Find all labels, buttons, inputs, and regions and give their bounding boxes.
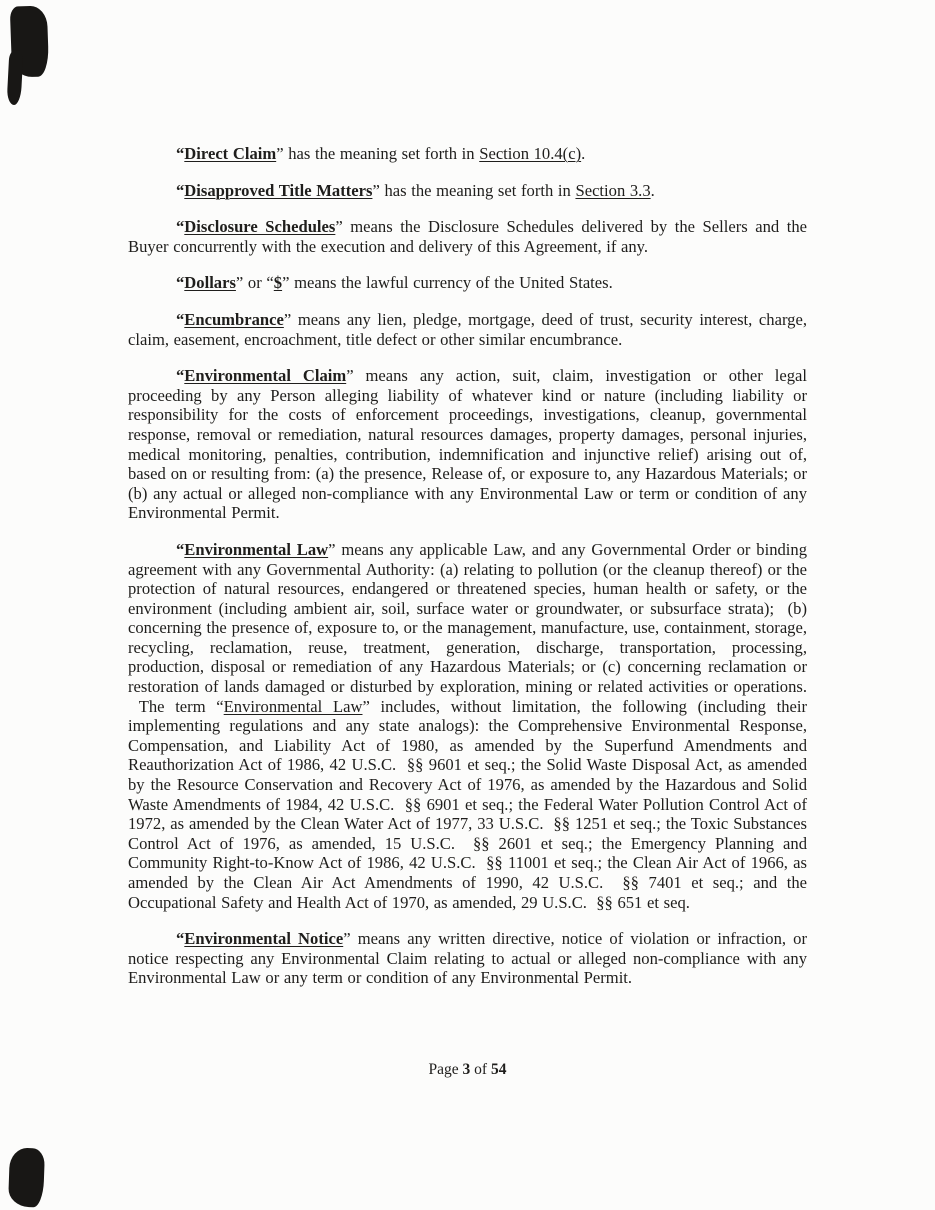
defined-term: Dollars xyxy=(184,273,236,293)
page-footer xyxy=(0,1060,935,1079)
text-run: ” or “ xyxy=(235,273,274,293)
text-run: ” means the Disclosure Schedules delivered by the Sellers and the Buyer concurrently with the execution and delivery of this Agreement, if any. xyxy=(128,217,807,256)
text-run: ” means the lawful currency of the United States. xyxy=(282,273,613,293)
text-run: 3 xyxy=(462,1061,471,1078)
definition-paragraph xyxy=(128,181,807,201)
text-run: “ xyxy=(176,366,185,386)
text-run: “ xyxy=(176,309,185,329)
text-run: Page xyxy=(428,1061,463,1078)
text-run: “ xyxy=(176,180,185,200)
text-run: “ xyxy=(176,929,185,949)
text-run: ” means any action, suit, claim, investigation or other legal proceeding by any Person alleging liability of whatever kind or nature (including liability or responsibility for the costs of enforcement proceedings, investigations, cleanup, governmental response, removal or remediation, natural resources damages, property damages, personal injuries, medical monitoring, penalties, contribution, indemnification and injunctive relief) arising out of, based on or resulting from: (a) the presence, Release of, or exposure to, any Hazardous Materials; or (b) any actual or alleged non-compliance with any Environmental Law or term or condition of any Environmental Permit. xyxy=(128,366,807,523)
text-run: ” has the meaning set forth in xyxy=(372,180,576,200)
section-reference: Environmental Law xyxy=(223,696,363,716)
defined-term: Disclosure Schedules xyxy=(184,217,336,237)
text-run: ” means any lien, pledge, mortgage, deed of trust, security interest, charge, claim, easement, encroachment, title defect or other similar encumbrance. xyxy=(128,309,807,349)
text-run: “ xyxy=(176,273,185,293)
text-run: ” has the meaning set forth in xyxy=(276,144,480,163)
text-run: ” means any written directive, notice of violation or infraction, or notice respecting any Environmental Claim relating to actual or alleged non-compliance with any Environmental Law or any term or condition of any Environmental Permit. xyxy=(128,929,807,988)
scan-ink-blot-bottom-left xyxy=(8,1147,45,1207)
defined-term: Environmental Law xyxy=(184,539,329,559)
defined-term: Disapproved Title Matters xyxy=(184,180,373,200)
definitions-list xyxy=(128,144,807,988)
defined-term: Direct Claim xyxy=(184,144,277,163)
definition-paragraph xyxy=(128,929,807,988)
text-run: . xyxy=(581,144,586,163)
definition-paragraph xyxy=(128,540,807,912)
definition-paragraph xyxy=(128,273,807,293)
text-run: “ xyxy=(176,144,185,163)
text-run: “ xyxy=(176,539,185,559)
text-run: of xyxy=(470,1061,491,1078)
defined-term: $ xyxy=(273,273,283,293)
definition-paragraph xyxy=(128,144,807,164)
defined-term: Environmental Notice xyxy=(184,929,344,949)
definition-paragraph xyxy=(128,366,807,523)
text-run: . xyxy=(650,180,655,200)
section-reference: Section 10.4(c) xyxy=(479,144,582,163)
text-run: ” includes, without limitation, the following (including their implementing regulations and any state analogs): the Comprehensive Environmental Response, Compensation, and Liability Act of 1980, as amended by the Superfund Amendments and Reauthorization Act of 1986, 42 U.S.C. §§ 9601 et seq.; the Solid Waste Disposal Act, as amended by the Resource Conservation and Recovery Act of 1976, as amended by the Hazardous and Solid Waste Amendments of 1984, 42 U.S.C. §§ 6901 et seq.; the Federal Water Pollution Control Act of 1972, as amended by the Clean Water Act of 1977, 33 U.S.C. §§ 1251 et seq.; the Toxic Substances Control Act of 1976, as amended, 15 U.S.C. §§ 2601 et seq.; the Emergency Planning and Community Right-to-Know Act of 1986, 42 U.S.C. §§ 11001 et seq.; the Clean Air Act of 1966, as amended by the Clean Air Act Amendments of 1990, 42 U.S.C. §§ 7401 et seq.; and the Occupational Safety and Health Act of 1970, as amended, 29 U.S.C. §§ 651 et seq. xyxy=(128,696,807,912)
definition-paragraph xyxy=(128,217,807,256)
text-run: ” means any applicable Law, and any Governmental Order or binding agreement with any Governmental Authority: (a) relating to pollution (or the cleanup thereof) or the protection of natural resources, endangered or threatened species, human health or safety, or the environment (including ambient air, soil, surface water or groundwater, or subsurface strata); (b) concerning the presence of, exposure to, or the management, manufacture, use, containment, storage, recycling, reclamation, reuse, treatment, generation, discharge, transportation, processing, production, disposal or remediation of any Hazardous Materials; or (c) concerning reclamation or restoration of lands damaged or disturbed by exploration, mining or related activities or operations. The term “ xyxy=(128,539,807,716)
section-reference: Section 3.3 xyxy=(575,180,651,200)
defined-term: Encumbrance xyxy=(184,309,284,329)
defined-term: Environmental Claim xyxy=(184,366,347,386)
text-run: 54 xyxy=(490,1061,507,1078)
scan-ink-blot-top-left-smear xyxy=(7,50,24,106)
text-run: “ xyxy=(176,217,185,237)
definition-paragraph xyxy=(128,310,807,349)
